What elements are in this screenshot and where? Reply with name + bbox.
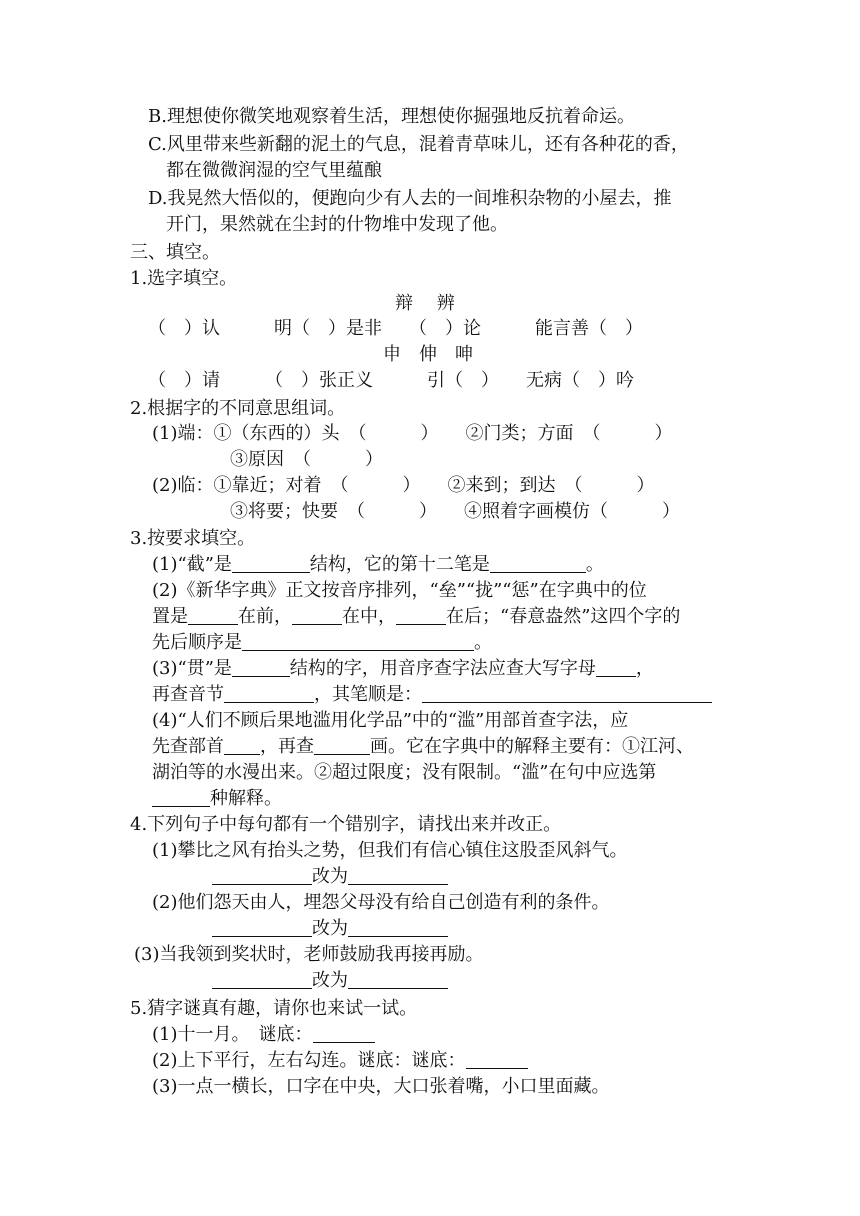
q3-2-c: 先后顺序是 。 xyxy=(152,632,492,653)
q4-3: (3)当我领到奖状时，老师鼓励我再接再励。 xyxy=(134,944,484,965)
q3-2-b: 置是 在前， 在中， 在后；“春意盎然”这四个字的 xyxy=(152,606,681,627)
q3-title: 3.按要求填空。 xyxy=(130,528,256,549)
q4-1-answer: 改为 xyxy=(212,864,448,890)
q2-title: 2.根据字的不同意思组词。 xyxy=(130,398,346,419)
q2-2-a: (2)临：①靠近；对着 （ ） ②来到；到达 （ ） xyxy=(152,475,655,496)
option-b: B.理想使你微笑地观察着生活，理想使你掘强地反抗着命运。 xyxy=(148,106,635,127)
q3-4-d: 种解释。 xyxy=(152,786,282,812)
q3-4-c: 湖泊等的水漫出来。②超过限度；没有限制。“滥”在句中应选第 xyxy=(152,762,657,783)
q3-4-b: 先查部首 ，再查 画。它在字典中的解释主要有：①江河、 xyxy=(152,736,694,757)
q3-3-a: (3)“贯”是 结构的字，用音序查字法应查大写字母 ， xyxy=(152,658,654,679)
option-c: C.风里带来些新翻的泥土的气息，混着青草味儿，还有各种花的香， xyxy=(148,134,689,155)
option-d-cont: 开门，果然就在尘封的什物堆中发现了他。 xyxy=(166,214,508,235)
q1-chars-b: 申 伸 呻 xyxy=(383,344,473,365)
q1-chars-a: 辩 辨 xyxy=(395,293,455,314)
q3-4-a: (4)“人们不顾后果地滥用化学品”中的“滥”用部首查字法，应 xyxy=(152,710,629,731)
q4-2: (2)他们怨天由人，埋怨父母没有给自己创造有利的条件。 xyxy=(152,892,610,913)
q2-1-b: ③原因 （ ） xyxy=(230,449,383,470)
q3-3-b: 再查音节 ，其笔顺是： xyxy=(152,682,712,708)
q1-title: 1.选字填空。 xyxy=(130,268,238,289)
q3-2-a: (2)《新华字典》正文按音序排列，“垒”“拢”“惩”在字典中的位 xyxy=(152,580,647,601)
q5-2: (2)上下平行，左右勾连。谜底：谜底： xyxy=(152,1048,528,1074)
q2-2-b: ③将要；快要 （ ） ④照着字画模仿（ ） xyxy=(230,501,680,522)
section-title: 三、填空。 xyxy=(130,242,220,263)
q4-2-answer: 改为 xyxy=(212,916,448,942)
q4-1: (1)攀比之风有抬头之势，但我们有信心镇住这股歪风斜气。 xyxy=(152,840,628,861)
option-d: D.我晃然大悟似的，便跑向少有人去的一间堆积杂物的小屋去，推 xyxy=(148,188,672,209)
q5-1: (1)十一月。 谜底： xyxy=(152,1022,375,1048)
q4-3-answer: 改为 xyxy=(212,968,448,994)
q5-3: (3)一点一横长，口字在中央，大口张着嘴，小口里面藏。 xyxy=(152,1076,610,1097)
q2-1-a: (1)端：①（东西的）头 （ ） ②门类；方面 （ ） xyxy=(152,423,673,444)
q4-title: 4.下列句子中每句都有一个错别字，请找出来并改正。 xyxy=(130,814,562,835)
q5-title: 5.猜字谜真有趣，请你也来试一试。 xyxy=(130,998,418,1019)
q1-row-a: （ ）认 明（ ）是非 （ ）论 能言善（ ） xyxy=(148,318,643,339)
q3-1: (1)“截”是 结构，它的第十二笔是 。 xyxy=(152,554,604,575)
option-c-cont: 都在微微润湿的空气里蕴酿 xyxy=(166,160,382,181)
q1-row-b: （ ）请 （ ）张正义 引（ ） 无病（ ）吟 xyxy=(148,370,634,391)
